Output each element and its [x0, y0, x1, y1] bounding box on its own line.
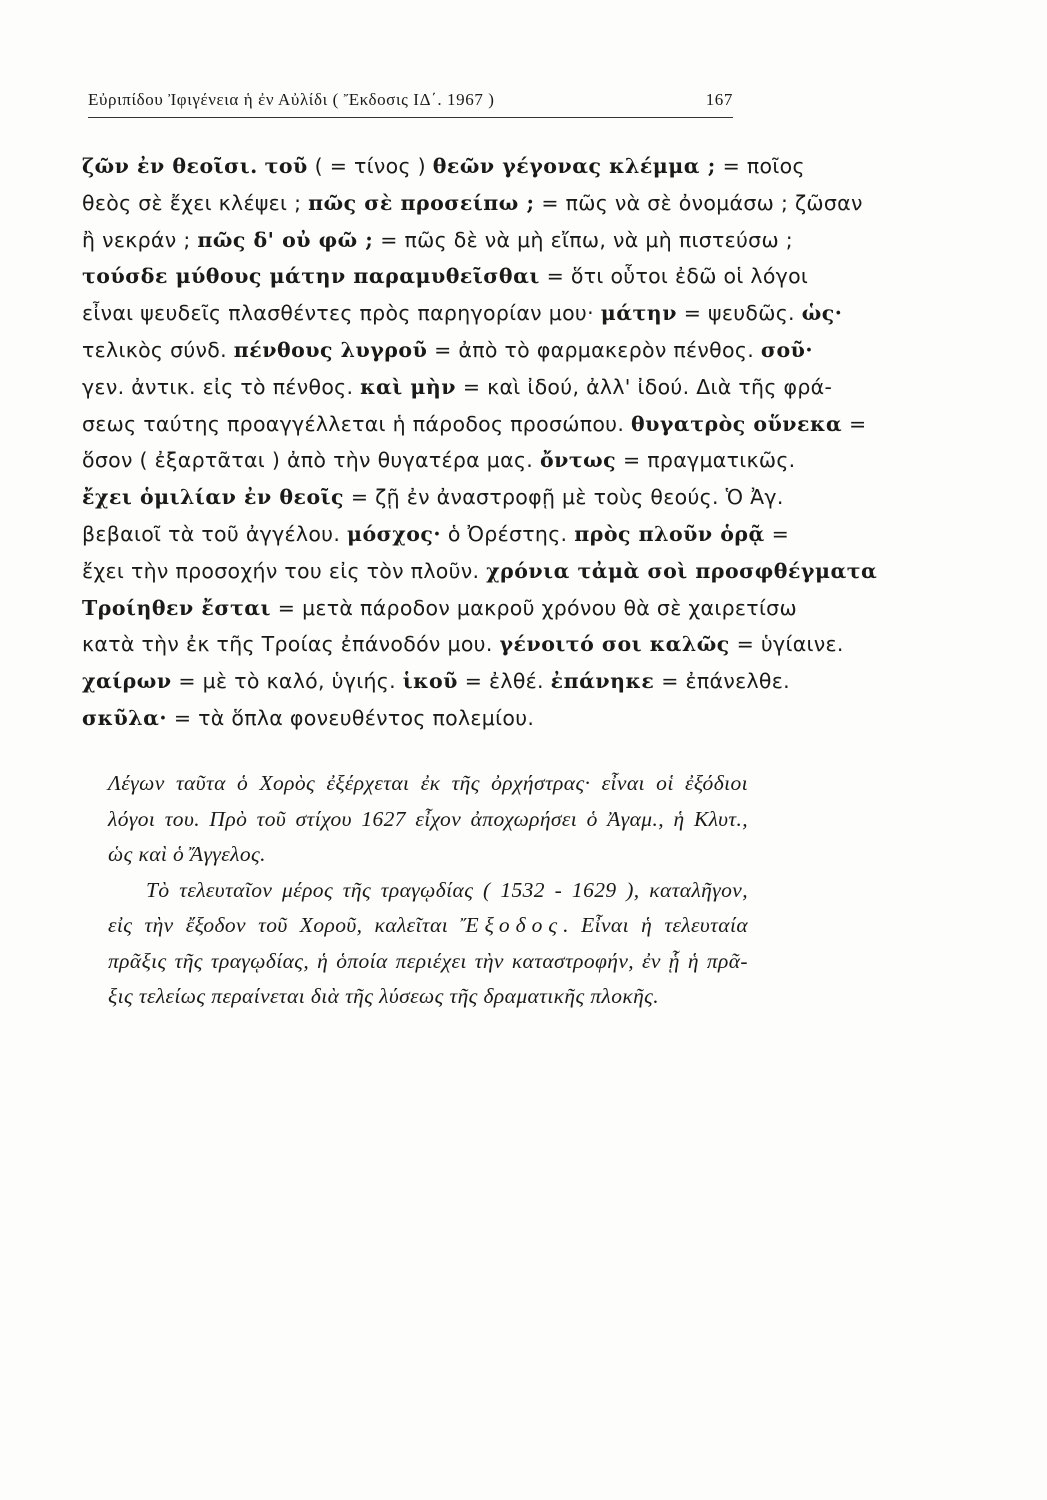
gloss-explanation: = ὑγίαινε. [729, 632, 844, 657]
gloss-explanation: = πῶς νὰ σὲ ὀνομάσω ; ζῶσαν [534, 190, 863, 215]
gloss-explanation: τελικὸς σύνδ. [82, 337, 234, 362]
gloss-explanation: ὁ Ὀρέστης. [441, 521, 575, 546]
gloss-headword: πρὸς πλοῦν ὁρᾷ [574, 521, 765, 546]
gloss-line [82, 222, 793, 259]
gloss-line [82, 479, 784, 516]
gloss-explanation: θεὸς σὲ ἔχει κλέψει ; [82, 190, 309, 215]
gloss-explanation: = ἀπὸ τὸ φαρμακερὸν πένθος. [427, 337, 761, 362]
running-header [88, 90, 733, 120]
gloss-headword: χρόνια τἀμὰ σοὶ προσφθέγματα [486, 558, 878, 583]
gloss-line [82, 442, 796, 479]
commentary-line: Τὸ τελευταῖον μέρος τῆς τραγῳδίας ( 1532 - 1629 ), καταλῆγον, [146, 877, 748, 902]
commentary-line: λόγοι του. Πρὸ τοῦ στίχου 1627 εἶχον ἀποχωρήσει ὁ Ἀγαμ., ἡ Κλυτ., [108, 806, 748, 831]
gloss-explanation: = μὲ τὸ καλό, ὑγιής. [171, 669, 403, 694]
gloss-explanation: σεως ταύτης προαγγέλλεται ἡ πάροδος προσώπου. [82, 411, 631, 436]
gloss-headword: ἐπάνηκε [550, 669, 655, 694]
gloss-explanation: ( = τίνος ) [307, 154, 433, 178]
gloss-headword: θυγατρὸς οὕνεκα [630, 411, 843, 436]
gloss-explanation: = ἐπάνελθε. [654, 669, 790, 694]
gloss-explanation: = τὰ ὅπλα φονευθέντος πολεμίου. [167, 705, 535, 730]
commentary-line: Λέγων ταῦτα ὁ Χορὸς ἐξέρχεται ἐκ τῆς ὀρχήστρας· εἶναι οἱ ἐξόδιοι [108, 771, 748, 795]
commentary-text: . Εἶναι ἡ τελευταία [563, 913, 749, 937]
gloss-explanation: = ὅτι οὗτοι ἐδῶ οἱ λόγοι [539, 264, 809, 289]
gloss-explanation: ἔχει τὴν προσοχήν του εἰς τὸν πλοῦν. [82, 558, 487, 583]
gloss-line [82, 185, 863, 222]
gloss-headword: ζῶν ἐν θεοῖσι. [82, 154, 258, 178]
gloss-explanation: = πῶς δὲ νὰ μὴ εἴπω, νὰ μὴ πιστεύσω ; [373, 227, 793, 252]
gloss-headword: θεῶν γέγονας κλέμμα ; [432, 154, 716, 178]
gloss-headword: τούσδε μύθους μάτην παραμυθεῖσθαι [82, 264, 540, 289]
gloss-line [82, 295, 843, 332]
exodos-term: Ἔξοδος [460, 913, 564, 937]
gloss-line [82, 626, 844, 663]
gloss-explanation: ὅσον ( ἐξαρτᾶται ) ἀπὸ τὴν θυγατέρα μας. [82, 448, 540, 473]
gloss-explanation: ἢ νεκράν ; [82, 227, 198, 252]
gloss-line [82, 516, 790, 553]
gloss-line [82, 258, 809, 295]
gloss-explanation: = ψευδῶς. [676, 301, 802, 326]
gloss-headword: πῶς δ' οὐ φῶ ; [197, 227, 374, 252]
gloss-explanation [258, 154, 265, 178]
gloss-explanation: = μετὰ πάροδον μακροῦ χρόνου θὰ σὲ χαιρετίσω [270, 595, 797, 620]
gloss-headword: σοῦ· [760, 337, 813, 362]
gloss-headword: Τροίηθεν ἔσται [82, 595, 271, 620]
commentary-block [108, 766, 748, 1015]
gloss-explanation: = πραγματικῶς. [616, 448, 796, 473]
header-rule [88, 117, 733, 118]
gloss-headword: καὶ μὴν [360, 374, 456, 399]
gloss-line [82, 332, 813, 369]
commentary-line: πρᾶξις τῆς τραγῳδίας, ἡ ὁποία περιέχει τὴν καταστροφήν, ἐν ᾗ ἡ πρᾶ- [108, 948, 748, 973]
gloss-line [82, 369, 833, 406]
gloss-headword: μόσχος· [346, 521, 442, 546]
gloss-explanation: γεν. ἀντικ. εἰς τὸ πένθος. [82, 374, 361, 399]
gloss-line [82, 406, 867, 443]
commentary-text: εἰς τὴν ἔξοδον τοῦ Χοροῦ, καλεῖται [108, 913, 461, 937]
gloss-line [82, 148, 805, 185]
gloss-line [82, 663, 790, 700]
commentary-line [108, 908, 748, 944]
commentary-line: ξις τελείως περαίνεται διὰ τῆς λύσεως τῆς δραματικῆς πλοκῆς. [108, 984, 660, 1008]
gloss-headword: πένθους λυγροῦ [233, 337, 428, 362]
gloss-explanation: = ἐλθέ. [457, 669, 551, 694]
gloss-headword: ὡς· [801, 301, 843, 326]
gloss-explanation: εἶναι ψευδεῖς πλασθέντες πρὸς παρηγορίαν μου· [82, 301, 601, 326]
gloss-headword: ὄντως [539, 448, 617, 473]
gloss-explanation: βεβαιοῖ τὰ τοῦ ἀγγέλου. [82, 521, 347, 546]
gloss-line [82, 700, 742, 737]
gloss-headword: σκῦλα· [82, 705, 167, 730]
gloss-headword: ἔχει ὁμιλίαν ἐν θεοῖς [82, 485, 345, 510]
header-title: Εὐριπίδου Ἰφιγένεια ἡ ἐν Αὐλίδι ( Ἔκδοσις ΙΔ΄. 1967 ) [88, 90, 495, 109]
gloss-headword: ἱκοῦ [402, 669, 458, 694]
gloss-explanation: = ποῖος [715, 154, 805, 178]
gloss-headword: τοῦ [264, 154, 308, 178]
gloss-explanation: = ζῇ ἐν ἀναστροφῇ μὲ τοὺς θεούς. Ὁ Ἀγ. [344, 485, 784, 510]
page-number: 167 [705, 90, 733, 109]
gloss-explanation: = [764, 521, 790, 546]
gloss-headword: χαίρων [82, 669, 172, 694]
gloss-explanation: = καὶ ἰδού, ἀλλ' ἰδού. Διὰ τῆς φρά- [456, 374, 833, 399]
gloss-explanation: = [842, 411, 867, 436]
gloss-line [82, 590, 797, 627]
gloss-explanation: κατὰ τὴν ἐκ τῆς Τροίας ἐπάνοδόν μου. [82, 632, 500, 657]
glossary-block [82, 148, 878, 737]
gloss-headword: πῶς σὲ προσείπω ; [308, 190, 535, 215]
gloss-headword: γένοιτό σοι καλῶς [499, 632, 730, 657]
gloss-line [82, 553, 878, 590]
gloss-headword: μάτην [600, 301, 677, 326]
commentary-line: ὡς καὶ ὁ Ἄγγελος. [108, 842, 266, 866]
